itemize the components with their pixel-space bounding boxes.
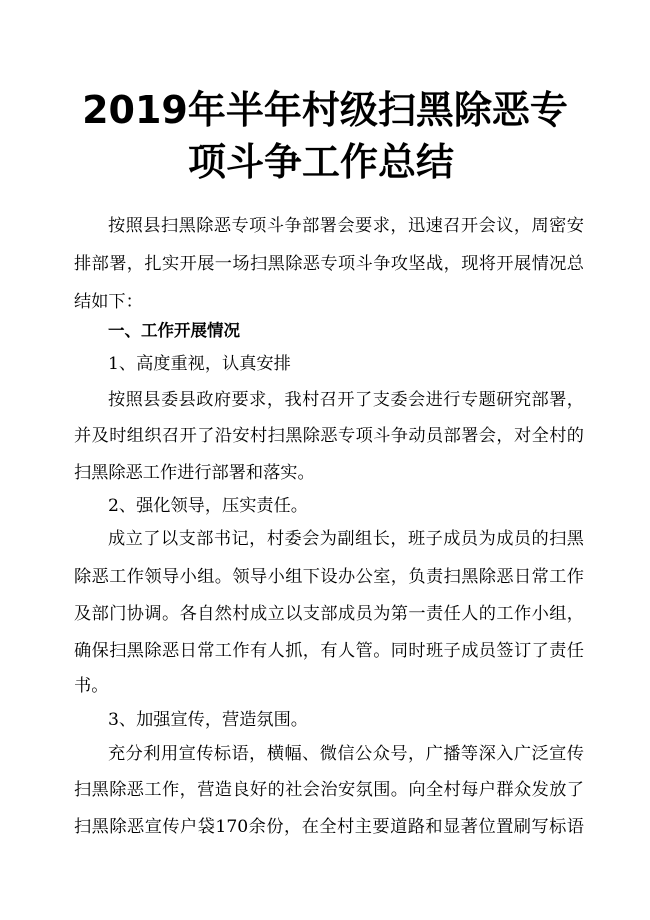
item-1-line-2: 并及时组织召开了沿安村扫黑除恶专项斗争动员部署会，对全村的	[74, 426, 584, 446]
item-1-line-1: 按照县委县政府要求，我村召开了支委会进行专题研究部署，	[108, 390, 584, 410]
item-2-line-5: 书。	[74, 676, 109, 696]
item-3-line-2: 扫黑除恶工作，营造良好的社会治安氛围。向全村每户群众发放了	[74, 780, 584, 800]
section-heading: 一、工作开展情况	[108, 321, 240, 340]
document-title-line-2: 项斗争工作总结	[187, 140, 454, 184]
intro-line-1: 按照县扫黑除恶专项斗争部署会要求，迅速召开会议，周密安	[108, 216, 584, 236]
intro-line-3: 结如下：	[74, 292, 143, 312]
item-3-title: 3、加强宣传，营造氛围。	[108, 710, 308, 730]
item-2-line-3: 及部门协调。各自然村成立以支部成员为第一责任人的工作小组，	[74, 604, 584, 624]
item-1-title: 1、高度重视，认真安排	[108, 354, 291, 374]
item-2-title: 2、强化领导，压实责任。	[108, 496, 308, 516]
intro-line-2: 排部署，扎实开展一场扫黑除恶专项斗争攻坚战，现将开展情况总	[74, 254, 584, 274]
item-2-line-4: 确保扫黑除恶日常工作有人抓，有人管。同时班子成员签订了责任	[74, 641, 584, 661]
item-3-line-1: 充分利用宣传标语，横幅、微信公众号，广播等深入广泛宣传	[108, 744, 584, 764]
item-3-line-3: 扫黑除恶宣传户袋170余份，在全村主要道路和显著位置刷写标语	[74, 817, 584, 837]
document-title-line-1: 2019年半年村级扫黑除恶专	[82, 88, 568, 132]
item-1-line-3: 扫黑除恶工作进行部署和落实。	[74, 463, 315, 483]
item-2-line-1: 成立了以支部书记，村委会为副组长，班子成员为成员的扫黑	[108, 529, 584, 549]
item-2-line-2: 除恶工作领导小组。领导小组下设办公室，负责扫黑除恶日常工作	[74, 567, 584, 587]
